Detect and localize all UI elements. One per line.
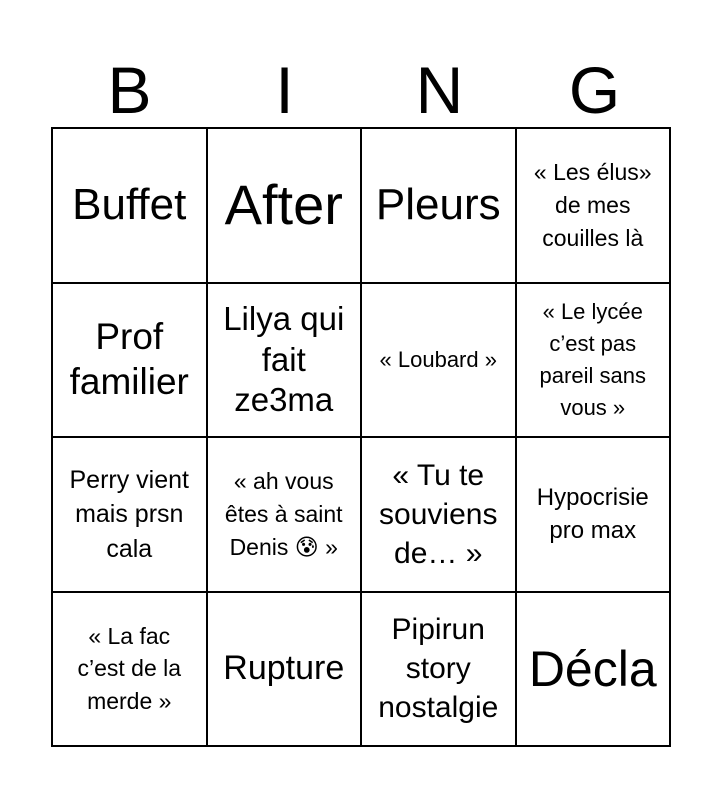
- bingo-cell-2[interactable]: [208, 129, 363, 284]
- bingo-cell-11[interactable]: [362, 438, 517, 593]
- bingo-cell-6[interactable]: [208, 284, 363, 439]
- cell-label: Buffet: [72, 180, 187, 230]
- cell-label: After: [224, 173, 343, 237]
- bingo-cell-9[interactable]: [53, 438, 208, 593]
- cell-label: « ah vous êtes à saint Denis 😰 »: [224, 468, 343, 560]
- bingo-cell-14[interactable]: [208, 593, 363, 748]
- bingo-cell-15[interactable]: [362, 593, 517, 748]
- bingo-cell-16[interactable]: [517, 593, 672, 748]
- cell-label: « Les élus» de mes couilles là: [533, 159, 652, 251]
- bingo-cell-12[interactable]: [517, 438, 672, 593]
- cell-label: Pipirun story nostalgie: [378, 613, 499, 725]
- bingo-cell-10[interactable]: [208, 438, 363, 593]
- bingo-cell-5[interactable]: [53, 284, 208, 439]
- cell-label: Prof familier: [69, 316, 189, 402]
- bingo-cell-1[interactable]: [53, 129, 208, 284]
- bingo-header: [52, 52, 672, 127]
- cell-label: Décla: [528, 640, 657, 697]
- bingo-cell-8[interactable]: [517, 284, 672, 439]
- cell-label: Hypocrisie pro max: [536, 484, 649, 545]
- bingo-cell-7[interactable]: [362, 284, 517, 439]
- header-letter-n: N: [415, 53, 464, 127]
- cell-label: Perry vient mais prsn cala: [69, 465, 189, 563]
- cell-label: « La fac c’est de la merde »: [77, 622, 182, 715]
- bingo-cell-3[interactable]: [362, 129, 517, 284]
- header-letter-b: B: [107, 53, 152, 127]
- cell-label: « Tu te souviens de… »: [379, 458, 498, 570]
- cell-label: Pleurs: [375, 180, 501, 230]
- cell-label: Rupture: [223, 648, 345, 687]
- cell-label: « Le lycée c’est pas pareil sans vous »: [539, 298, 646, 420]
- header-letter-i: I: [275, 53, 294, 127]
- cell-label: Lilya qui fait ze3ma: [223, 300, 345, 418]
- header-letter-g: G: [568, 53, 621, 127]
- bingo-cell-13[interactable]: [53, 593, 208, 748]
- cell-label: « Loubard »: [379, 346, 497, 372]
- bingo-cell-4[interactable]: [517, 129, 672, 284]
- bingo-grid: [51, 127, 671, 747]
